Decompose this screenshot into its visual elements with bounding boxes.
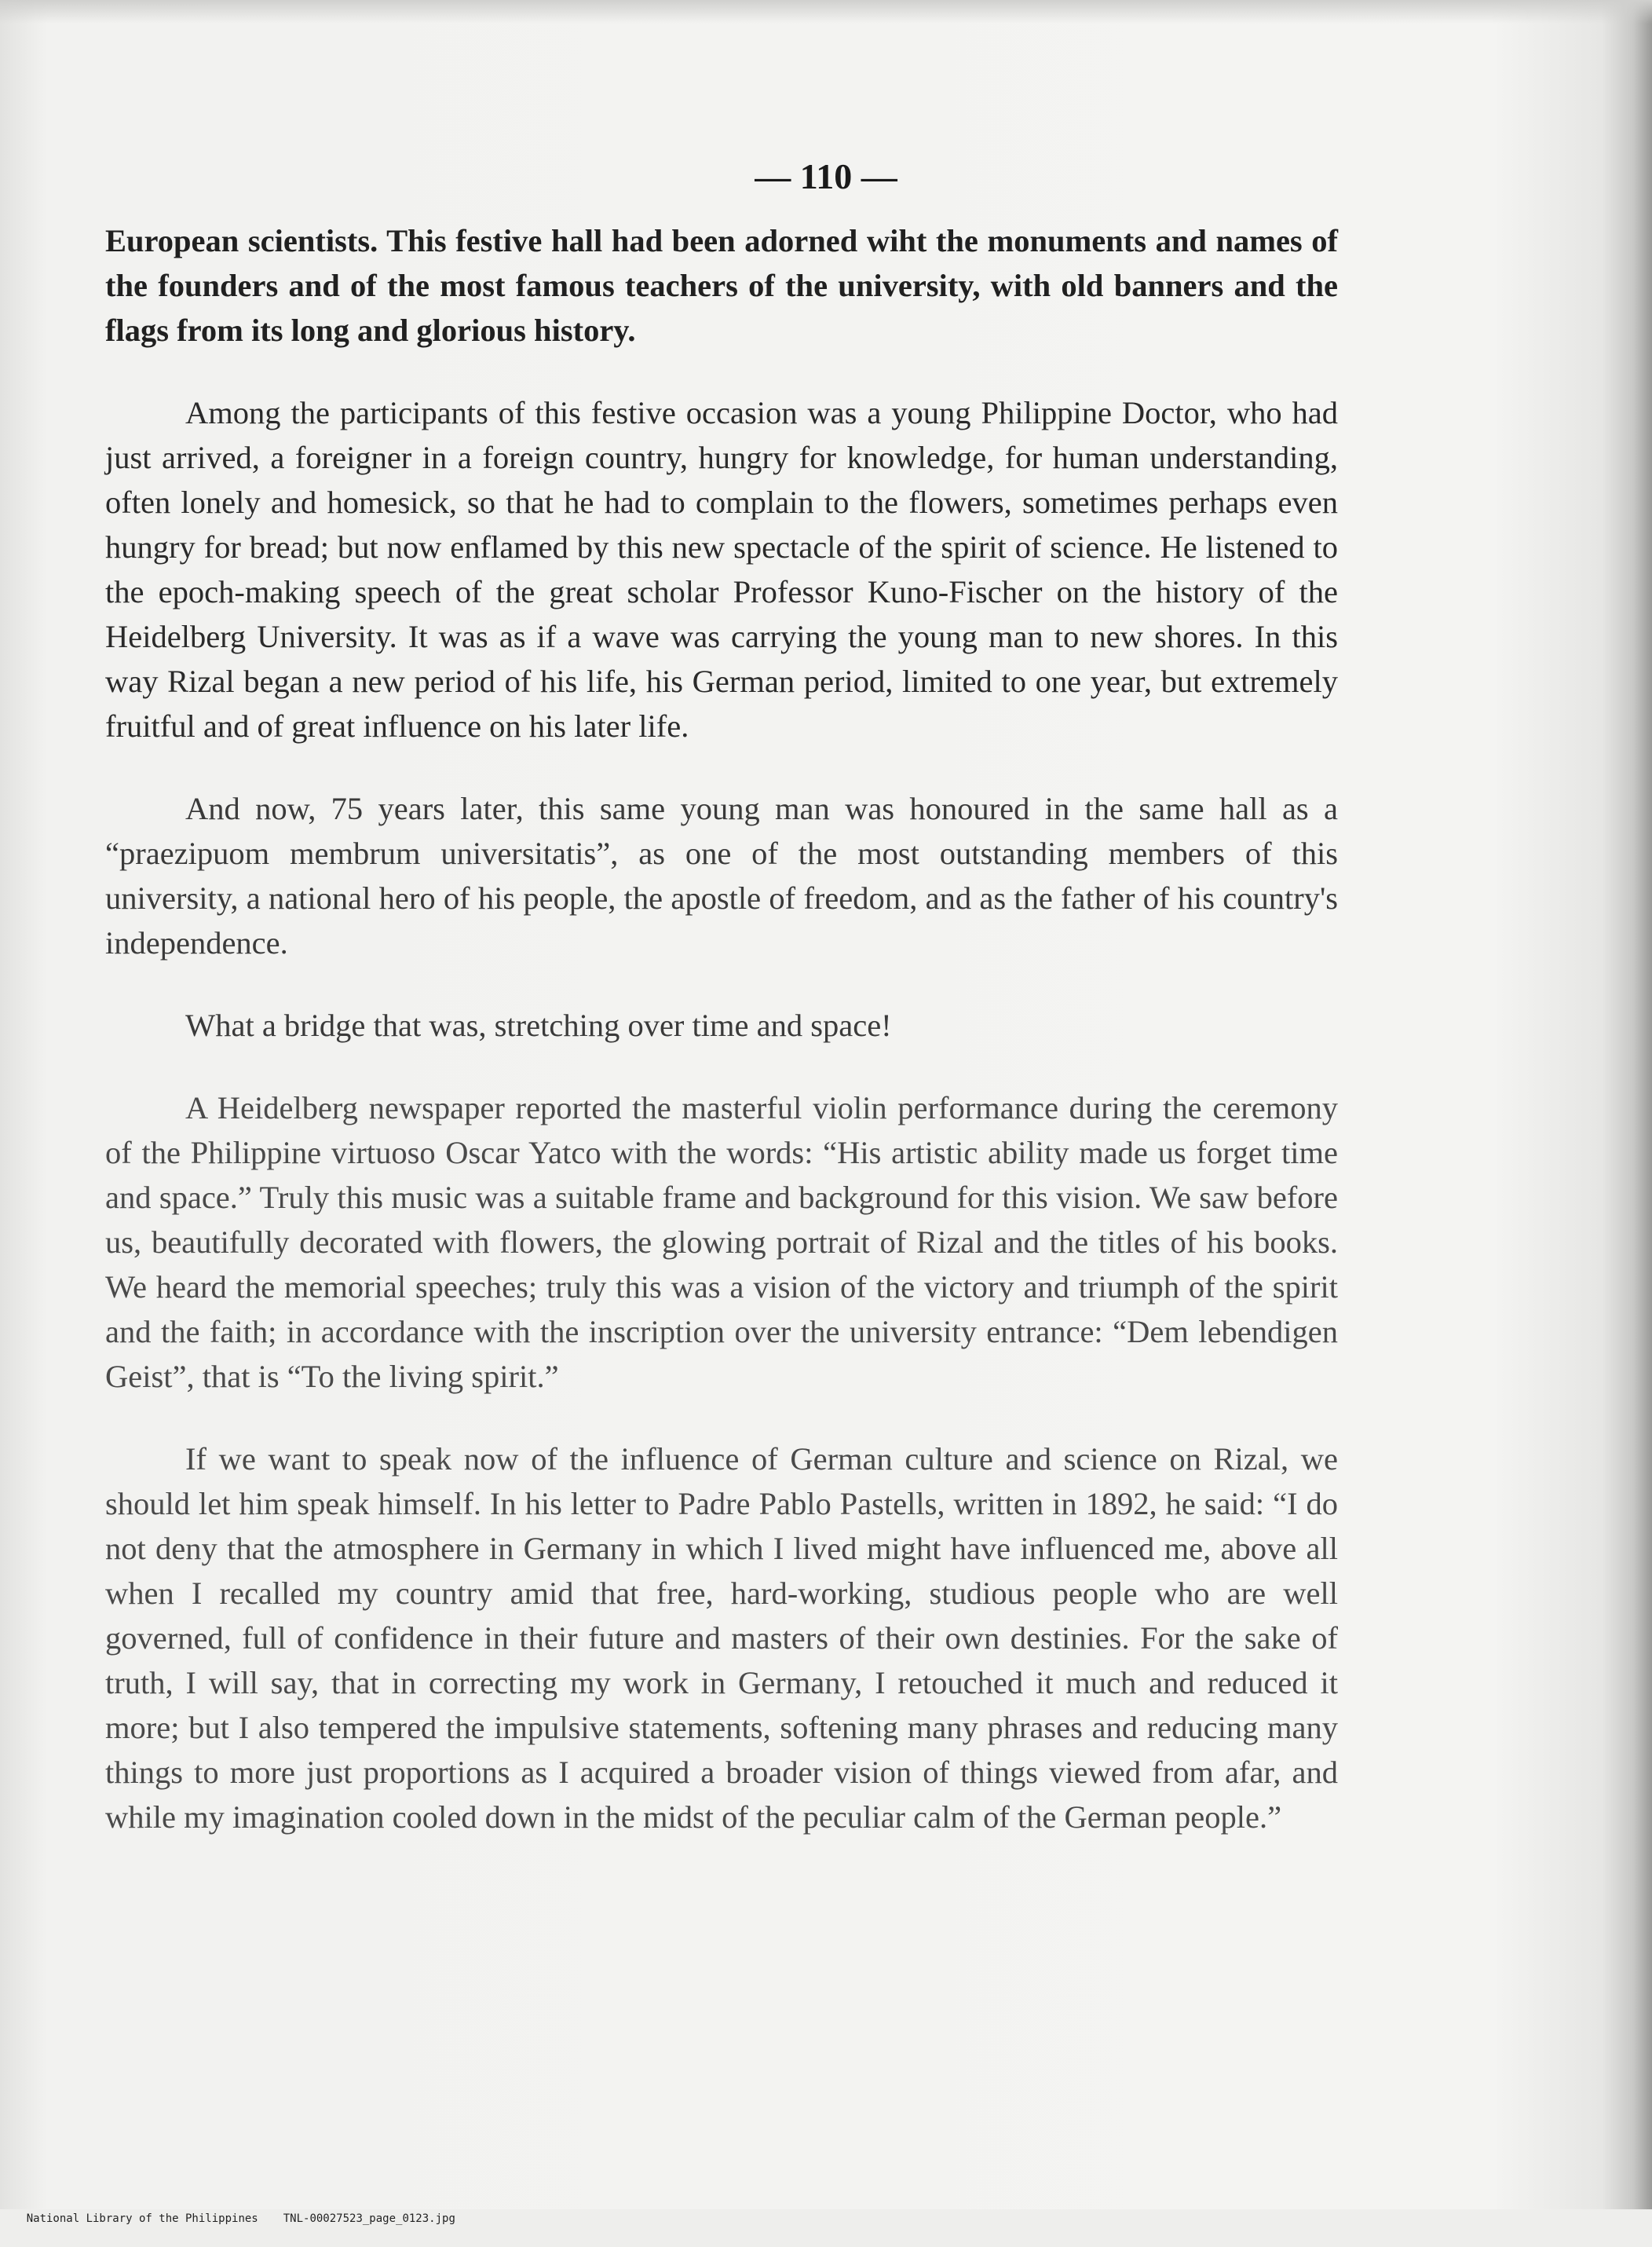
paragraph-6: If we want to speak now of the influence of German culture and science on Rizal, we should let him speak himself. In his letter to Padre Pablo Pastells, written in 1892, he said: “I do not deny that the atmosphere in Germany in which I lived might have influenced me, above all when I recalled my country amid that free, hard-working, studious people who are well governed, full of confidence in their future and masters of their own destinies. For the sake of truth, I will say, that in correcting my work in Germany, I retouched it much and reduced it more; but I also tempered the impulsive statements, softening many phrases and reducing many things to more just proportions as I acquired a broader vision of things viewed from afar, and while my imagination cooled down in the midst of the peculiar calm of the German people.” [105, 1441, 1338, 1835]
paragraph-3: And now, 75 years later, this same young man was honoured in the same hall as a “praezipuom membrum universitatis”, as one of the most outstanding members of this university, a national hero of his people, the apostle of freedom, and as the father of his country's independence. [105, 791, 1338, 961]
scan-footer [0, 2190, 550, 2225]
footer-filename: TNL-00027523_page_0123.jpg [283, 2212, 455, 2225]
page-number: — 110 — [755, 156, 897, 196]
paragraph-2: Among the participants of this festive occasion was a young Philippine Doctor, who had just arrived, a foreigner in a foreign country, hungry for knowledge, for human understanding, often lonely and homesick, so that he had to complain to the flowers, sometimes perhaps even hungry for bread; but now enflamed by this new spectacle of the spirit of science. He listened to the epoch-making speech of the great scholar Professor Kuno-Fischer on the history of the Heidelberg University. It was as if a wave was carrying the young man to new shores. In this way Rizal began a new period of his life, his German period, limited to one year, but extremely fruitful and of great influence on his later life. [105, 395, 1338, 744]
paragraph-1: European scientists. This festive hall had been adorned wiht the monuments and names of the founders and of the most famous teachers of the university, with old banners and the flags from its long and glorious history. [105, 223, 1338, 348]
paragraph-5: A Heidelberg newspaper reported the masterful violin performance during the ceremony of the Philippine virtuoso Oscar Yatco with the words: “His artistic ability made us forget time and space.” Truly this music was a suitable frame and background for this vision. We saw before us, beautifully decorated with flowers, the glowing portrait of Rizal and the titles of his books. We heard the memorial speeches; truly this was a vision of the victory and triumph of the spirit and the faith; in accordance with the inscription over the university entrance: “Dem lebendigen Geist”, that is “To the living spirit.” [105, 1090, 1338, 1394]
scan-shadow [0, 0, 1652, 24]
footer-library: National Library of the Philippines [26, 2212, 258, 2225]
paragraph-4: What a bridge that was, stretching over time and space! [185, 1008, 892, 1043]
body-text [105, 218, 1338, 1877]
